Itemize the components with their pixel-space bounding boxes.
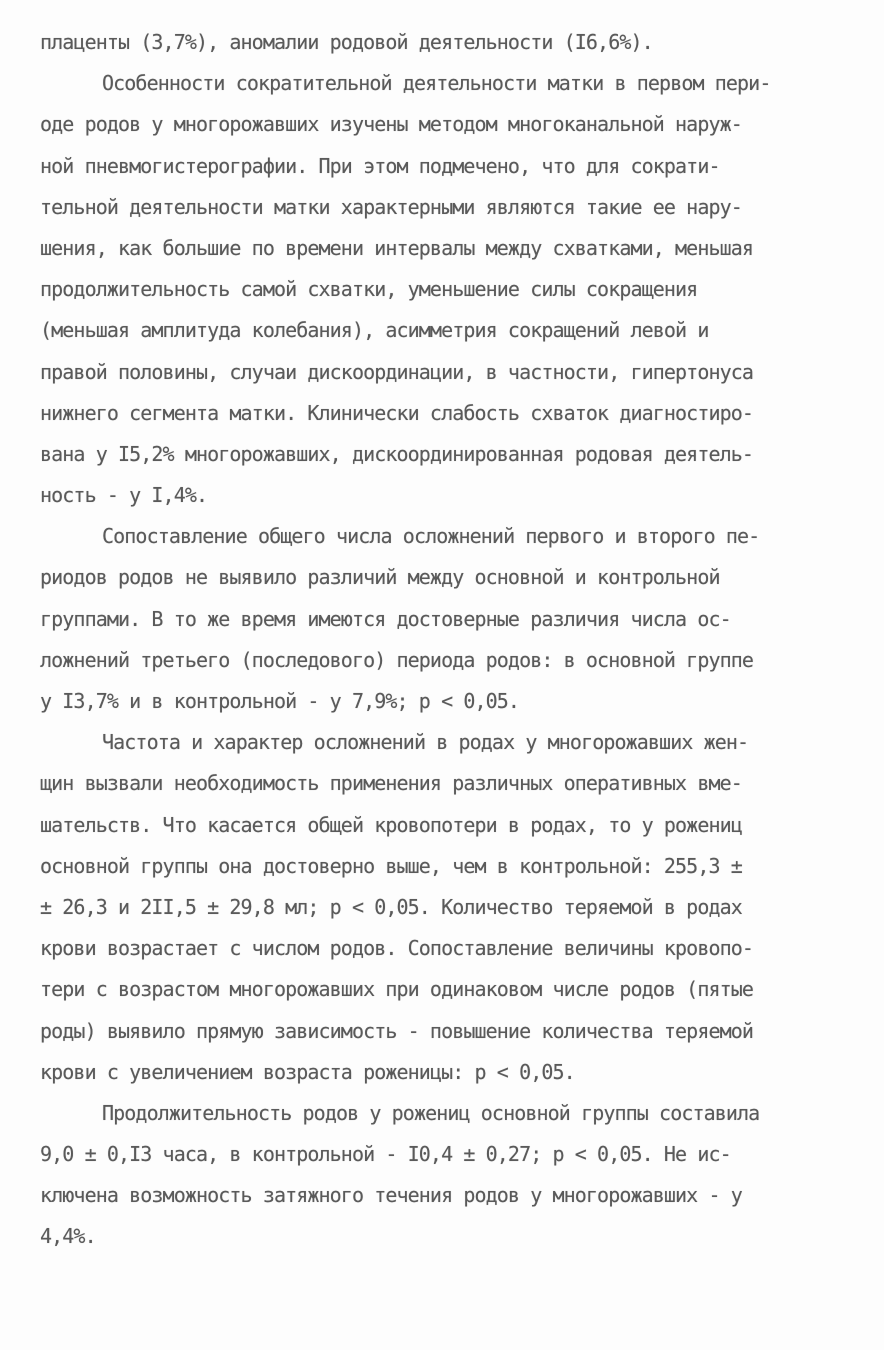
text-line: нижнего сегмента матки. Клинически слабость схваток диагностиро- [40, 400, 754, 425]
text-line: у I3,7% и в контрольной - у 7,9%; p < 0,05. [40, 689, 520, 713]
text-line: Особенности сократительной деятельности матки в первом пери- [102, 71, 771, 96]
text-line: оде родов у многорожавших изучены методом многоканальной наруж- [40, 112, 742, 137]
text-line: плаценты (3,7%), аномалии родовой деятельности (I6,6%). [40, 30, 653, 54]
text-line: риодов родов не выявило различий между основной и контрольной [40, 565, 720, 590]
text-line: ной пневмогистерографии. При этом подмечено, что для сократи- [40, 153, 720, 178]
text-line: основной группы она достоверно выше, чем в контрольной: 255,3 ± [40, 853, 742, 878]
text-line: вана у I5,2% многорожавших, дискоординированная родовая деятель- [40, 441, 754, 466]
text-line: роды) выявило прямую зависимость - повышение количества теряемой [40, 1018, 754, 1043]
text-line: ± 26,3 и 2II,5 ± 29,8 мл; p < 0,05. Количество теряемой в родах [40, 894, 742, 919]
text-line: щин вызвали необходимость применения различных оперативных вме- [40, 771, 742, 796]
text-line: крови с увеличением возраста роженицы: p < 0,05. [40, 1059, 575, 1084]
text-line: ключена возможность затяжного течения родов у многорожавших - у [40, 1183, 742, 1208]
text-line: 9,0 ± 0,I3 часа, в контрольной - I0,4 ± 0,27; p < 0,05. Не ис- [40, 1142, 731, 1167]
text-line: Продолжительность родов у рожениц основной группы составила [102, 1100, 760, 1125]
text-line: продолжительность самой схватки, уменьшение силы сокращения [40, 277, 698, 302]
text-line: тельной деятельности матки характерными являются такие ее нару- [40, 194, 742, 219]
text-line: тери с возрастом многорожавших при одинаковом числе родов (пятые [40, 977, 754, 1002]
text-line: шения, как большие по времени интервалы между схватками, меньшая [40, 235, 754, 260]
text-line: ность - у I,4%. [40, 483, 208, 508]
text-line: ложнений третьего (последового) периода родов: в основной группе [40, 647, 754, 672]
text-line: 4,4%. [40, 1224, 96, 1249]
text-line: шательств. Что касается общей кровопотери в родах, то у рожениц [40, 812, 742, 837]
text-line: Сопоставление общего числа осложнений первого и второго пе- [102, 524, 760, 549]
text-line: крови возрастает с числом родов. Сопоставление величины кровопо- [40, 936, 754, 961]
body-text [40, 22, 840, 1258]
text-line: правой половины, случаи дискоординации, в частности, гипертонуса [40, 359, 754, 384]
text-line: Частота и характер осложнений в родах у многорожавших жен- [102, 730, 749, 755]
text-line: (меньшая амплитуда колебания), асимметрия сокращений левой и [40, 318, 709, 343]
text-line: группами. В то же время имеются достоверные различия числа ос- [40, 606, 731, 631]
